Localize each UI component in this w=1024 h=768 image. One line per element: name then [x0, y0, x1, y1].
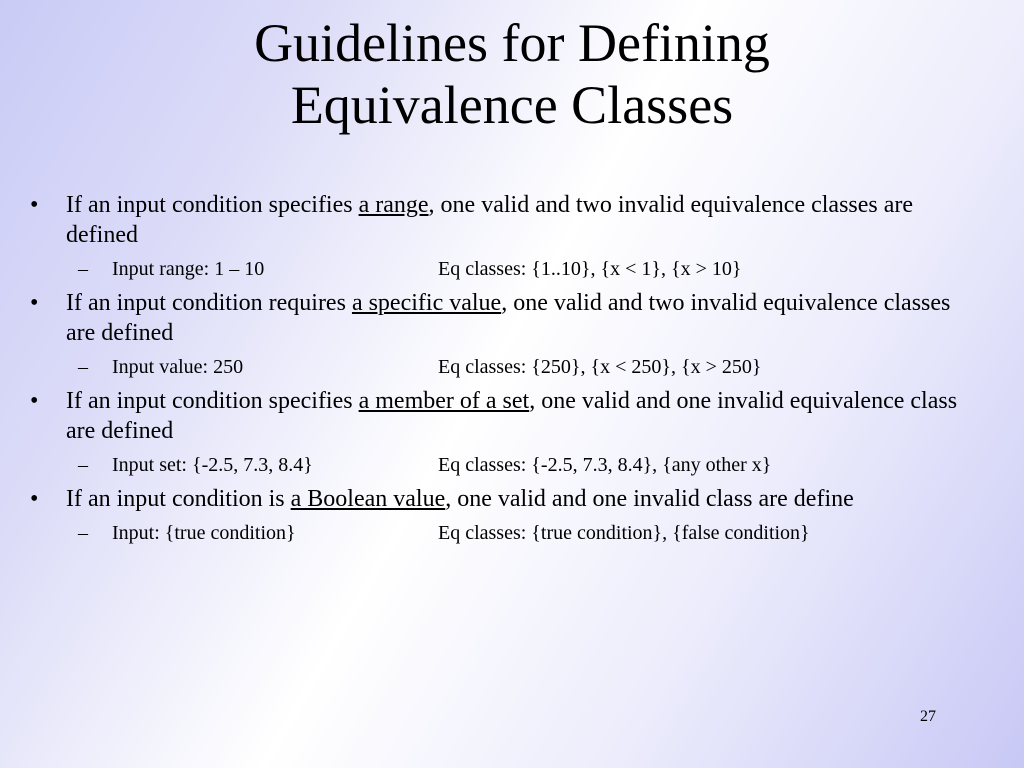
example-input: Input: {true condition}: [112, 522, 296, 544]
bullet-text-after: , one valid and one invalid equivalence class are defined: [66, 388, 958, 444]
example-eq-classes: Eq classes: {-2.5, 7.3, 8.4}, {any other x}: [438, 454, 772, 476]
sub-bullet-marker: –: [78, 356, 88, 378]
bullet-range: [28, 190, 968, 250]
bullet-member-of-set: [28, 386, 968, 446]
bullet-underlined-term: a Boolean value: [290, 486, 446, 512]
bullet-marker: •: [30, 290, 39, 316]
sub-bullet-value-example: [28, 354, 968, 380]
sub-bullet-range-example: [28, 256, 968, 282]
sub-bullet-boolean-example: [28, 520, 968, 546]
bullet-boolean-value: [28, 484, 968, 514]
bullet-text-after: , one valid and two invalid equivalence classes are defined: [66, 192, 914, 248]
sub-bullet-marker: –: [78, 258, 88, 280]
page-number: 27: [920, 708, 936, 725]
example-eq-classes: Eq classes: {true condition}, {false condition}: [438, 522, 810, 544]
bullet-text-after: , one valid and two invalid equivalence classes are defined: [66, 290, 951, 346]
title-line-1: Guidelines for Defining: [254, 13, 770, 73]
slide-content: [28, 184, 968, 548]
example-input: Input set: {-2.5, 7.3, 8.4}: [112, 454, 313, 476]
bullet-underlined-term: a range: [358, 192, 429, 218]
bullet-marker: •: [30, 388, 39, 414]
example-eq-classes: Eq classes: {250}, {x < 250}, {x > 250}: [438, 356, 762, 378]
sub-bullet-marker: –: [78, 522, 88, 544]
sub-bullet-set-example: [28, 452, 968, 478]
bullet-text-before: If an input condition requires: [66, 290, 352, 316]
bullet-text-before: If an input condition specifies: [66, 192, 359, 218]
bullet-underlined-term: a member of a set: [358, 388, 530, 414]
bullet-marker: •: [30, 486, 39, 512]
example-input: Input value: 250: [112, 356, 244, 378]
slide-title: [0, 12, 1024, 136]
example-input: Input range: 1 – 10: [112, 258, 265, 280]
bullet-text-before: If an input condition is: [66, 486, 291, 512]
bullet-specific-value: [28, 288, 968, 348]
sub-bullet-marker: –: [78, 454, 88, 476]
bullet-text-before: If an input condition specifies: [66, 388, 359, 414]
example-eq-classes: Eq classes: {1..10}, {x < 1}, {x > 10}: [438, 258, 742, 280]
bullet-marker: •: [30, 192, 39, 218]
bullet-text-after: , one valid and one invalid class are define: [445, 486, 854, 512]
title-line-2: Equivalence Classes: [290, 75, 734, 135]
bullet-underlined-term: a specific value: [351, 290, 502, 316]
